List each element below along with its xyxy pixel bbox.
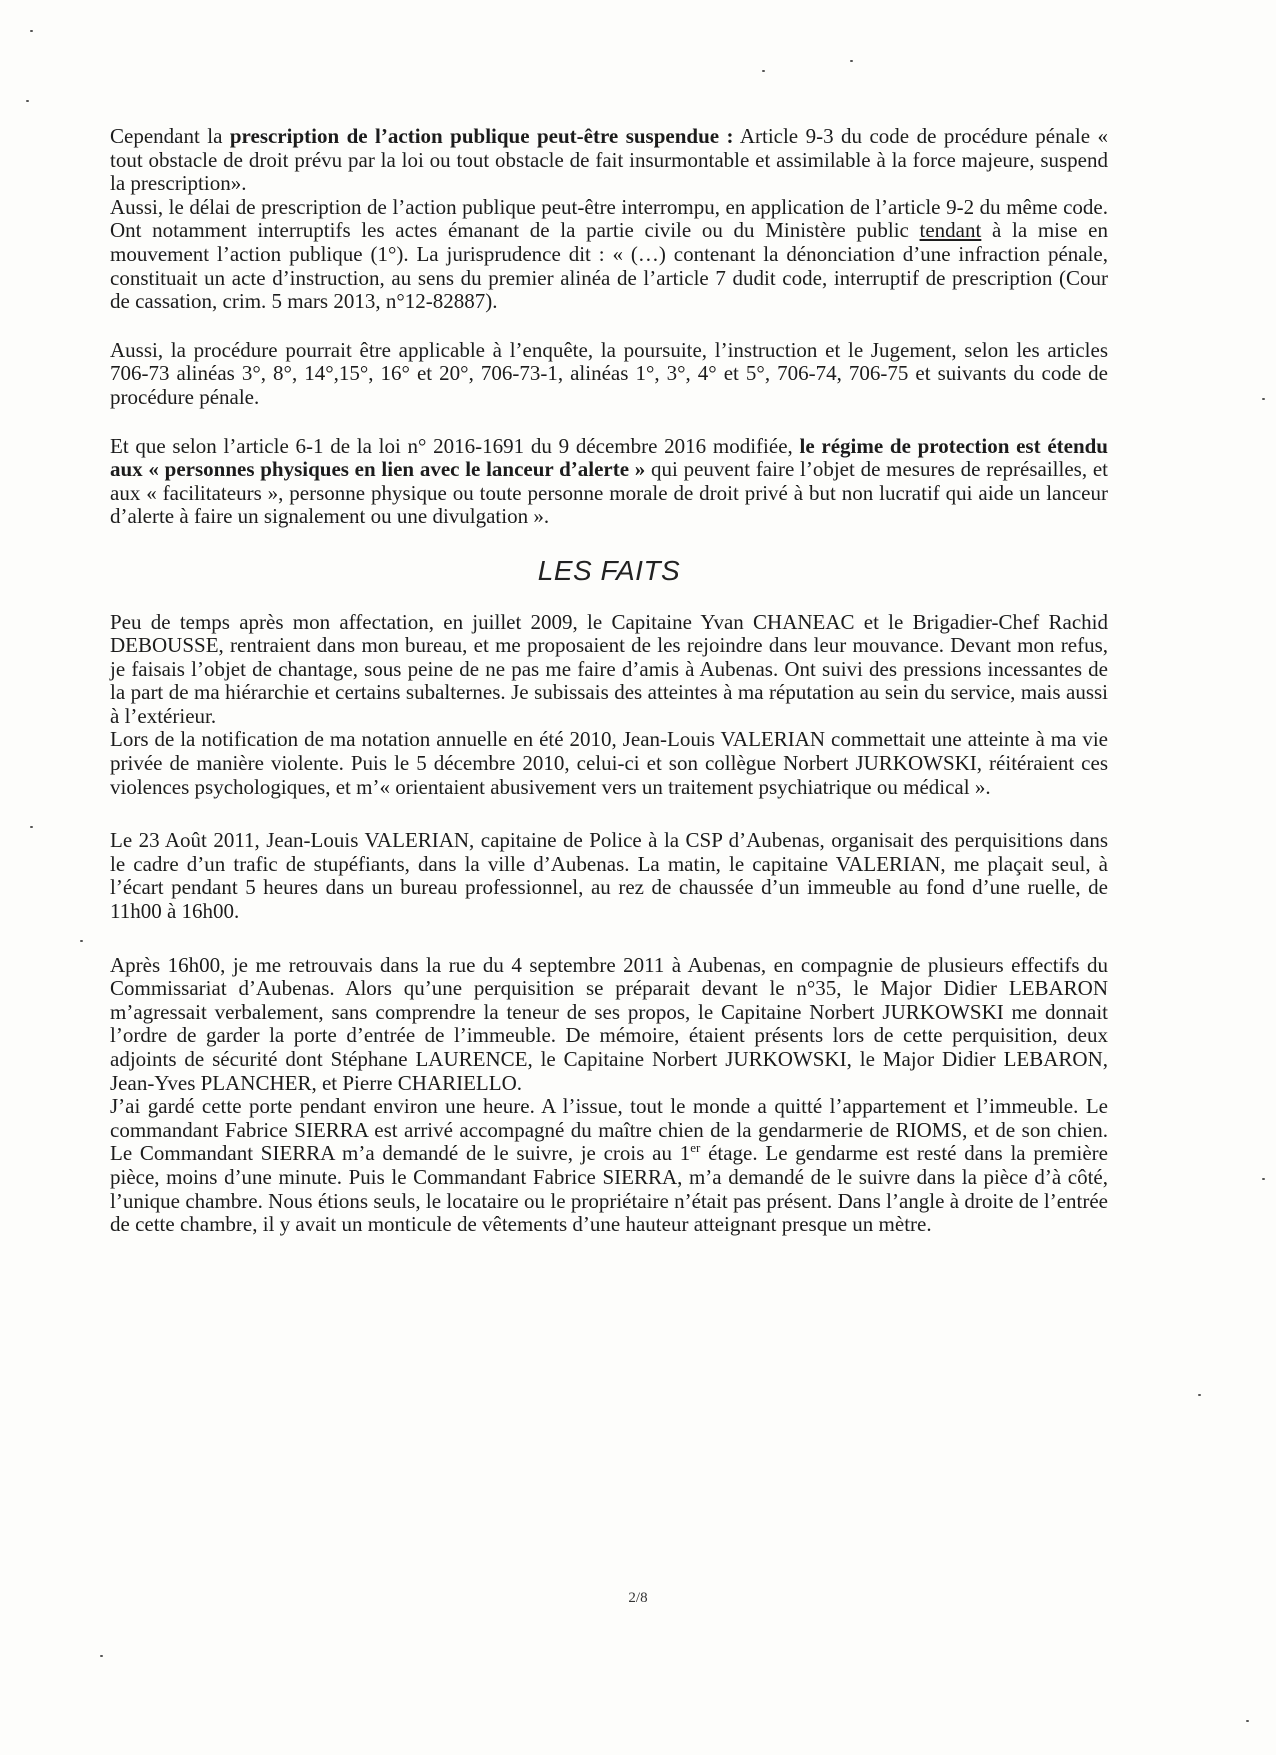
paragraph-regime-protection: [110, 435, 1108, 529]
section-heading: LES FAITS: [537, 554, 681, 586]
bold-text: le régime de protection est étendu aux « personnes physiques en lien avec le lanceur d’alerte »: [110, 433, 1108, 482]
scan-speck: [100, 1655, 103, 1657]
scan-speck: [850, 60, 853, 62]
text-run: Et que selon l’article 6-1 de la loi n° 2016-1691 du 9 décembre 2016 modifiée,: [110, 433, 800, 458]
page-number: 2/8: [628, 1590, 648, 1606]
paragraph-procedure-applicable: Aussi, la procédure pourrait être applicable à l’enquête, la poursuite, l’instruction et le Jugement, selon les articles 706-73 alinéas 3°, 8°, 14°,15°, 16° et 20°, 706-73-1, alinéas 1°, 3°, 4° et 5°, 706-74, 706-75 et suivants du code de procédure pénale.: [110, 337, 1108, 409]
scan-speck: [26, 100, 29, 102]
scan-speck: [762, 70, 765, 72]
paragraph-prescription-suspendue: [110, 125, 1108, 196]
text-run: J’ai gardé cette porte pendant environ une heure. A l’issue, tout le monde a quitté l’appartement et l’immeuble. Le commandant Fabrice SIERRA est arrivé accompagné du maître chien de la gendarmerie de RIOMS, et de son chien. Le Commandant SIERRA m’a demandé de le suivre, je crois au 1: [110, 1094, 1108, 1166]
superscript: er: [690, 1140, 701, 1156]
document-body: [110, 125, 1108, 1237]
scan-speck: [1198, 1394, 1201, 1396]
paragraph-porte-gardee: [110, 1095, 1108, 1237]
text-run: qui peuvent faire l’objet de mesures de représailles, et aux « facilitateurs », personne physique ou toute personne morale de droit privé à but non lucratif qui aide un lanceur d’alerte à faire un signalement ou une divulgation ».: [110, 457, 1108, 529]
text-run: Aussi, le délai de prescription de l’action publique peut-être interrompu, en application de l’article 9-2 du même code. Ont notamment interruptifs les actes émanant de la partie civile ou du Ministère public: [110, 194, 1108, 243]
underlined-text: tendant: [919, 218, 982, 243]
scan-speck: [1262, 398, 1265, 400]
scan-speck: [1246, 1720, 1249, 1722]
paragraph-prescription-interrompue: [110, 196, 1108, 314]
text-run: à la mise en mouvement l’action publique (1°). La jurisprudence dit : « (…) contenant la dénonciation d’une infraction pénale, constituait un acte d’instruction, au sens du premier alinéa de l’article 7 dudit code, interruptif de prescription (Cour de cassation, crim. 5 mars 2013, n°12-82887).: [110, 218, 1108, 314]
scan-speck: [30, 30, 33, 32]
paragraph-perquisitions: Le 23 Août 2011, Jean-Louis VALERIAN, capitaine de Police à la CSP d’Aubenas, organisait des perquisitions dans le cadre d’un trafic de stupéfiants, dans la ville d’Aubenas. La matin, le capitaine VALERIAN, me plaçait seul, à l’écart pendant 5 heures dans un bureau professionnel, au rez de chaussée d’un immeuble au fond d’une ruelle, de 11h00 à 16h00.: [110, 828, 1108, 924]
scan-speck: [80, 940, 83, 942]
bold-text: prescription de l’action publique peut-être suspendue :: [229, 124, 734, 148]
paragraph-rue-4-septembre: Après 16h00, je me retrouvais dans la rue du 4 septembre 2011 à Aubenas, en compagnie de plusieurs effectifs du Commissariat d’Aubenas. Alors qu’une perquisition se préparait devant le n°35, le Major Didier LEBARON m’agressait verbalement, sans comprendre la teneur de ses propos, le Capitaine Norbert JURKOWSKI me donnait l’ordre de garder la porte d’entrée de l’immeuble. De mémoire, étaient présents lors de cette perquisition, deux adjoints de sécurité dont Stéphane LAURENCE, le Capitaine Norbert JURKOWSKI, le Major Didier LEBARON, Jean-Yves PLANCHER, et Pierre CHARIELLO.: [110, 952, 1108, 1095]
text-run: étage. Le gendarme est resté dans la première pièce, moins d’une minute. Puis le Commandant Fabrice SIERRA, m’a demandé de le suivre dans la pièce d’à côté, l’unique chambre. Nous étions seuls, le locataire ou le propriétaire n’était pas présent. Dans l’angle à droite de l’entrée de cette chambre, il y avait un monticule de vêtements d’une hauteur atteignant presque un mètre.: [110, 1141, 1108, 1237]
scan-speck: [30, 826, 33, 828]
paragraph-affectation: Peu de temps après mon affectation, en juillet 2009, le Capitaine Yvan CHANEAC et le Brigadier-Chef Rachid DEBOUSSE, rentraient dans mon bureau, et me proposaient de les rejoindre dans leur mouvance. Devant mon refus, je faisais l’objet de chantage, sous peine de ne pas me faire d’amis à Aubenas. Ont suivi des pressions incessantes de la part de ma hiérarchie et certains subalternes. Je subissais des atteintes à ma réputation au sein du service, mais aussi à l’extérieur.: [110, 609, 1108, 728]
scan-speck: [1262, 1178, 1265, 1180]
paragraph-notation: Lors de la notification de ma notation annuelle en été 2010, Jean-Louis VALERIAN commettait une atteinte à ma vie privée de manière violente. Puis le 5 décembre 2010, celui-ci et son collègue Norbert JURKOWSKI, réitéraient ces violences psychologiques, et m’« orientaient abusivement vers un traitement psychiatrique ou médical ».: [110, 727, 1108, 799]
text-run: Cependant la: [110, 124, 230, 148]
text-run: Article 9-3 du code de procédure pénale « tout obstacle de droit prévu par la loi ou tout obstacle de fait insurmontable et assimilable à la force majeure, suspend la prescription».: [110, 124, 1108, 196]
